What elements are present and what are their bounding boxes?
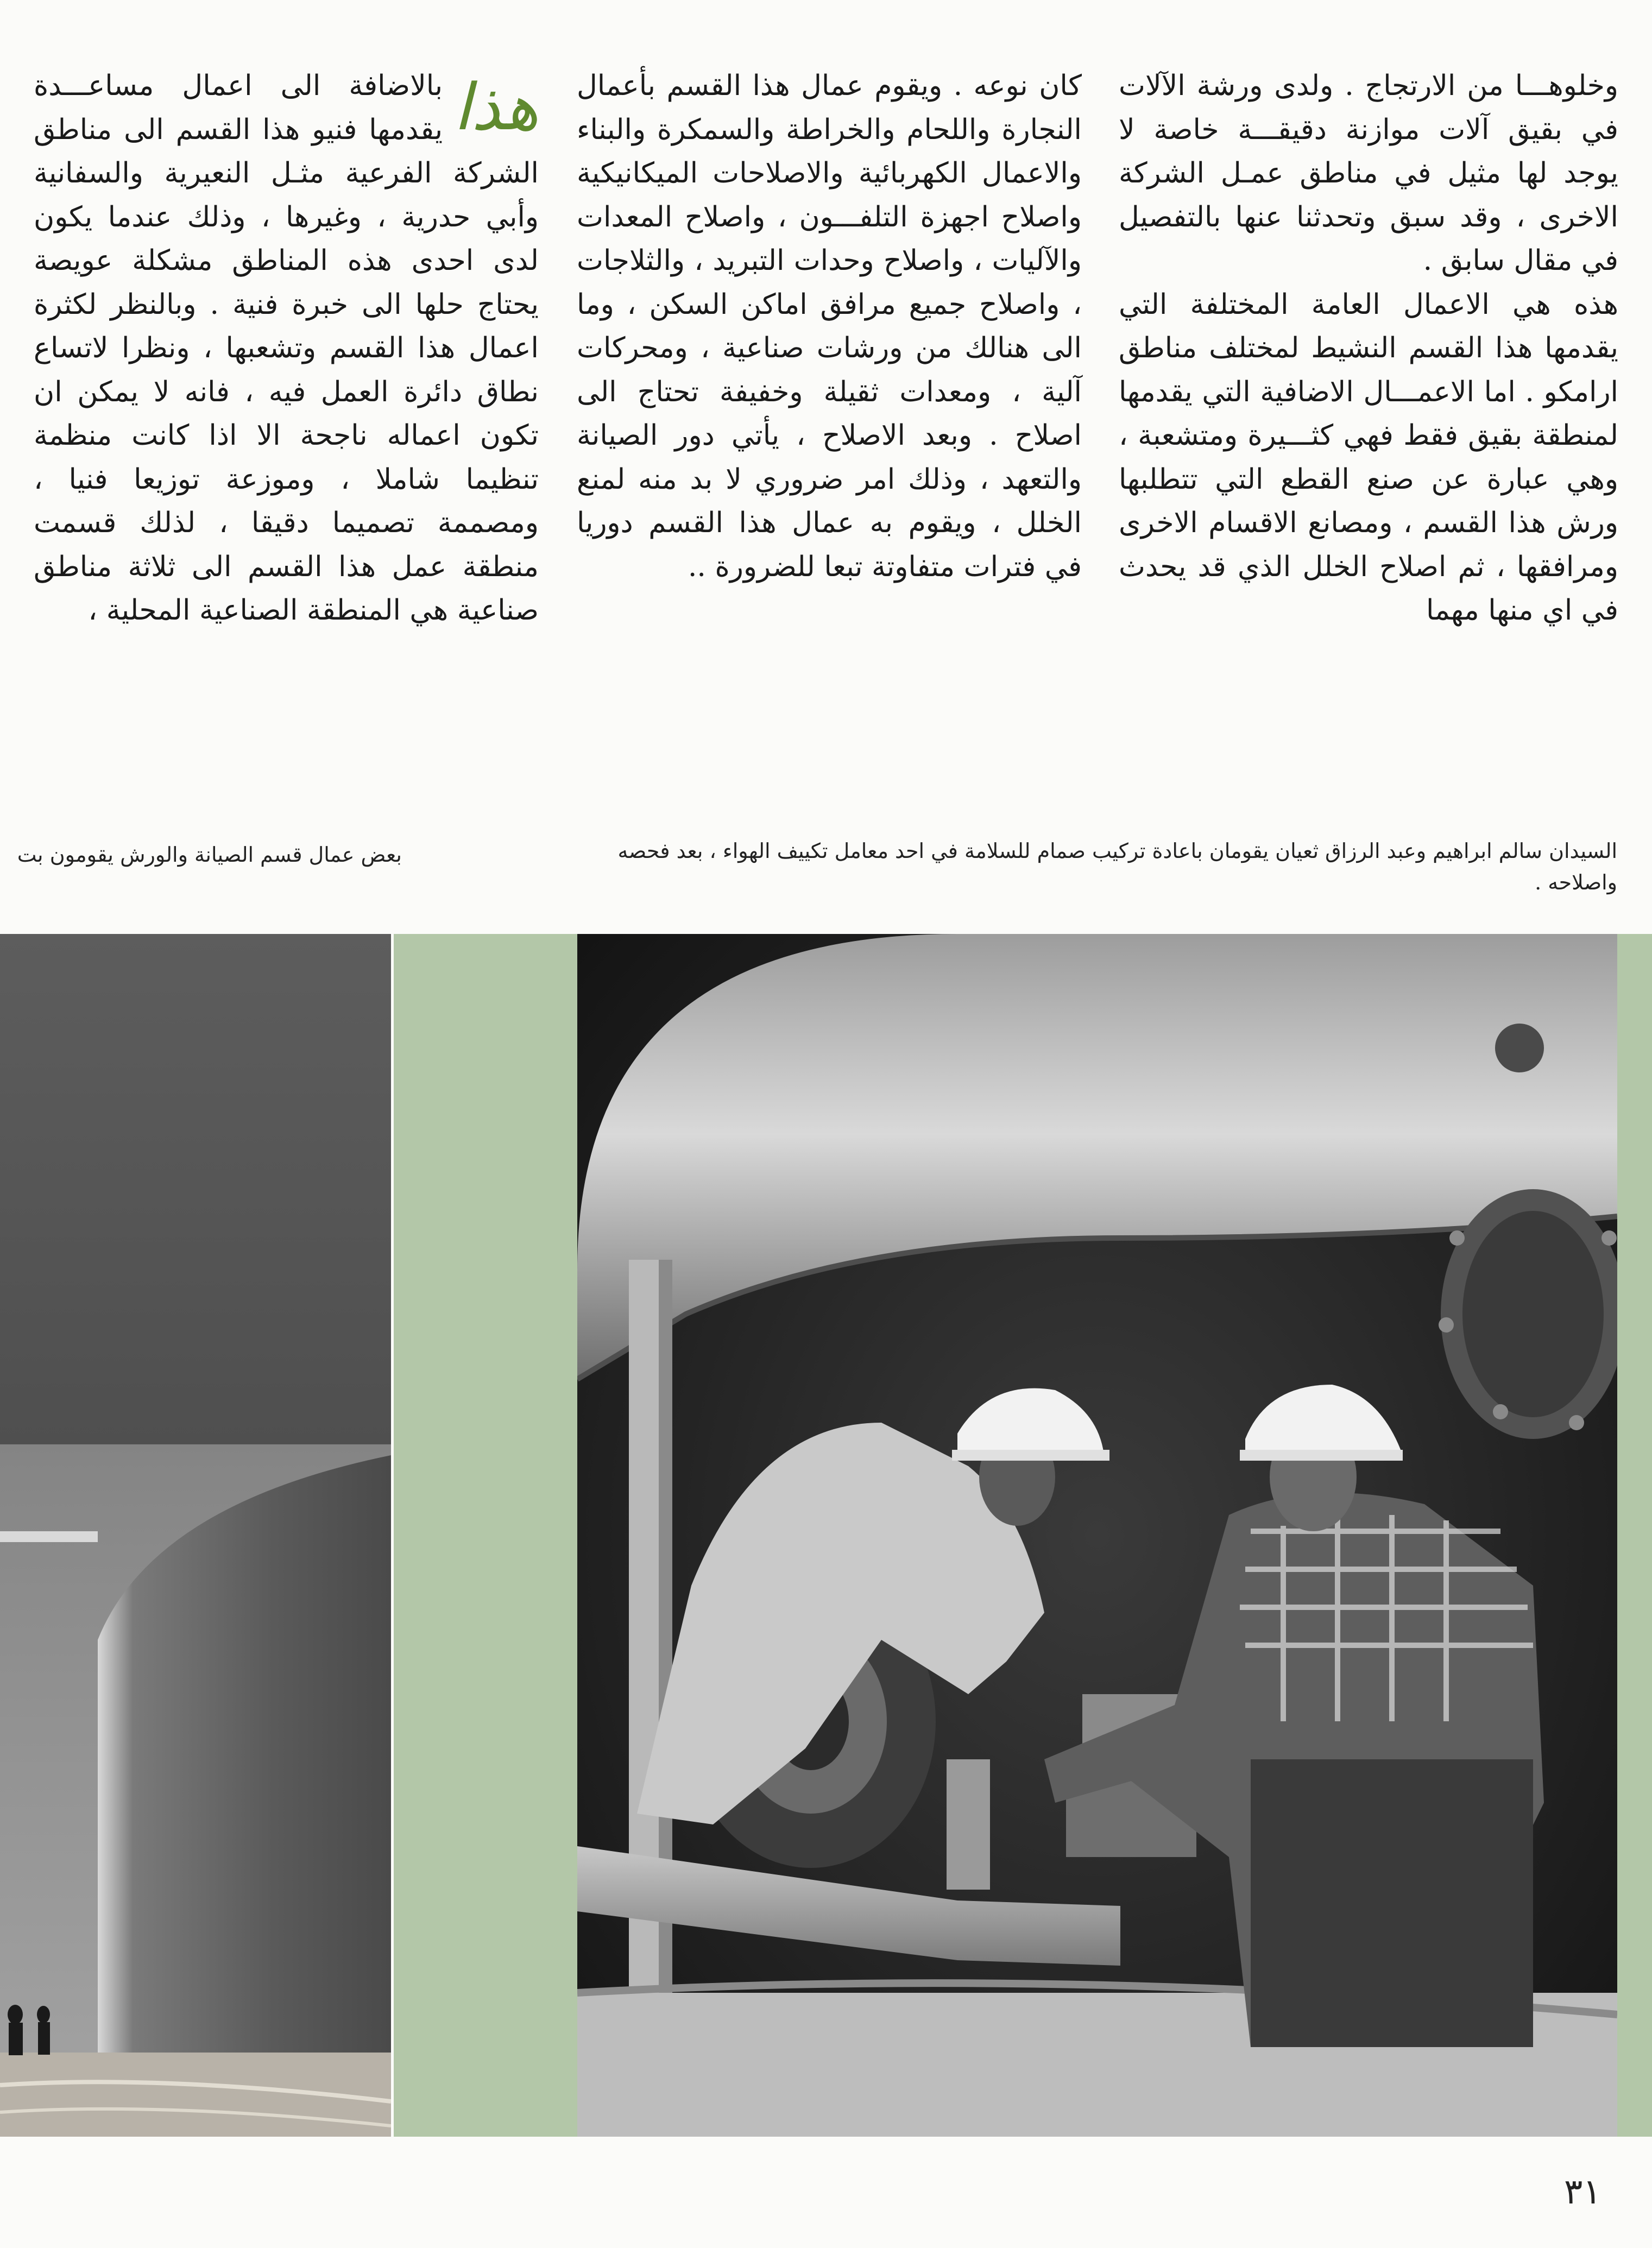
green-divider-band xyxy=(394,934,577,2137)
article-paragraph: وخلوهـــا من الارتجاج . ولدى ورشة الآلات في بقيق آلات موازنة دقيقـــة خاصة لا يوجد لها مثيل في مناطق عمـل الشركة الاخرى ، وقد سبق وتحدثنا عنها بالتفصيل في مقال سابق . xyxy=(1119,70,1618,277)
article-column-3 xyxy=(34,64,539,765)
article-paragraph: بالاضافة الى اعمال مساعـــدة يقدمها فنيو هذا القسم الى مناطق الشركة الفرعية مثـل النعيرية والسفانية وأبي حدرية ، وغيرها ، وذلك عندما يكون لدى احدى هذه المناطق مشكلة عويصة يحتاج حلها الى خبرة فنية . وبالنظر لكثرة اعمال هذا القسم وتشعبها ، ونظرا لاتساع نطاق دائرة العمل فيه ، فانه لا يمكن ان تكون اعماله ناجحة الا اذا كانت منظمة تنظيما شاملا ، وموزعة توزيعا فنيا ، ومصممة تصميما دقيقا ، لذلك قسمت منطقة عمل هذا القسم الى ثلاثة مناطق صناعية هي المنطقة الصناعية المحلية ، xyxy=(34,70,539,627)
photo-caption-main: السيدان سالم ابراهيم وعبد الرزاق ثعيان يقومان باعادة تركيب صمام للسلامة في احد معامل تكييف الهواء ، بعد فحصه واصلاحه . xyxy=(617,839,1617,894)
green-edge-band xyxy=(1617,934,1652,2137)
article-column-2 xyxy=(577,64,1082,765)
storage-tank-photo xyxy=(0,934,391,2137)
workers-repair-valve-photo xyxy=(577,934,1617,2137)
article-paragraph: هذه هي الاعمال العامة المختلفة التي يقدمها هذا القسم النشيط لمختلف مناطق ارامكو . اما الاعمـــال الاضافية التي يقدمها لمنطقة بقيق فقط فهي كثـــيرة ومتشعبة ، وهي عبارة عن صنع القطع التي تتطلبها ورش هذا القسم ، ومصانع الاقسام الاخرى ومرافقها ، ثم اصلاح الخلل الذي قد يحدث في اي منها مهما xyxy=(1119,288,1618,627)
photo-caption-left: بعض عمال قسم الصيانة والورش يقومون بت xyxy=(17,843,402,867)
page-number: ٣١ xyxy=(1564,2172,1601,2212)
article-column-1 xyxy=(1119,64,1618,765)
article-paragraph: كان نوعه . ويقوم عمال هذا القسم بأعمال النجارة واللحام والخراطة والسمكرة والبناء والاعمال الكهربائية والاصلاحات الميكانيكية واصلاح اجهزة التلفـــون ، واصلاح المعدات والآليات ، واصلاح وحدات التبريد ، والثلاجات ، واصلاح جميع مرافق اماكن السكن ، وما الى هنالك من ورشات صناعية ، ومحركات آلية ، ومعدات ثقيلة وخفيفة تحتاج الى اصلاح . وبعد الاصلاح ، يأتي دور الصيانة والتعهد ، وذلك امر ضروري لا بد منه لمنع الخلل ، ويقوم به عمال هذا القسم دوريا في فترات متفاوتة تبعا للضرورة .. xyxy=(577,70,1082,583)
section-ornament-heading: هذا xyxy=(453,70,539,144)
